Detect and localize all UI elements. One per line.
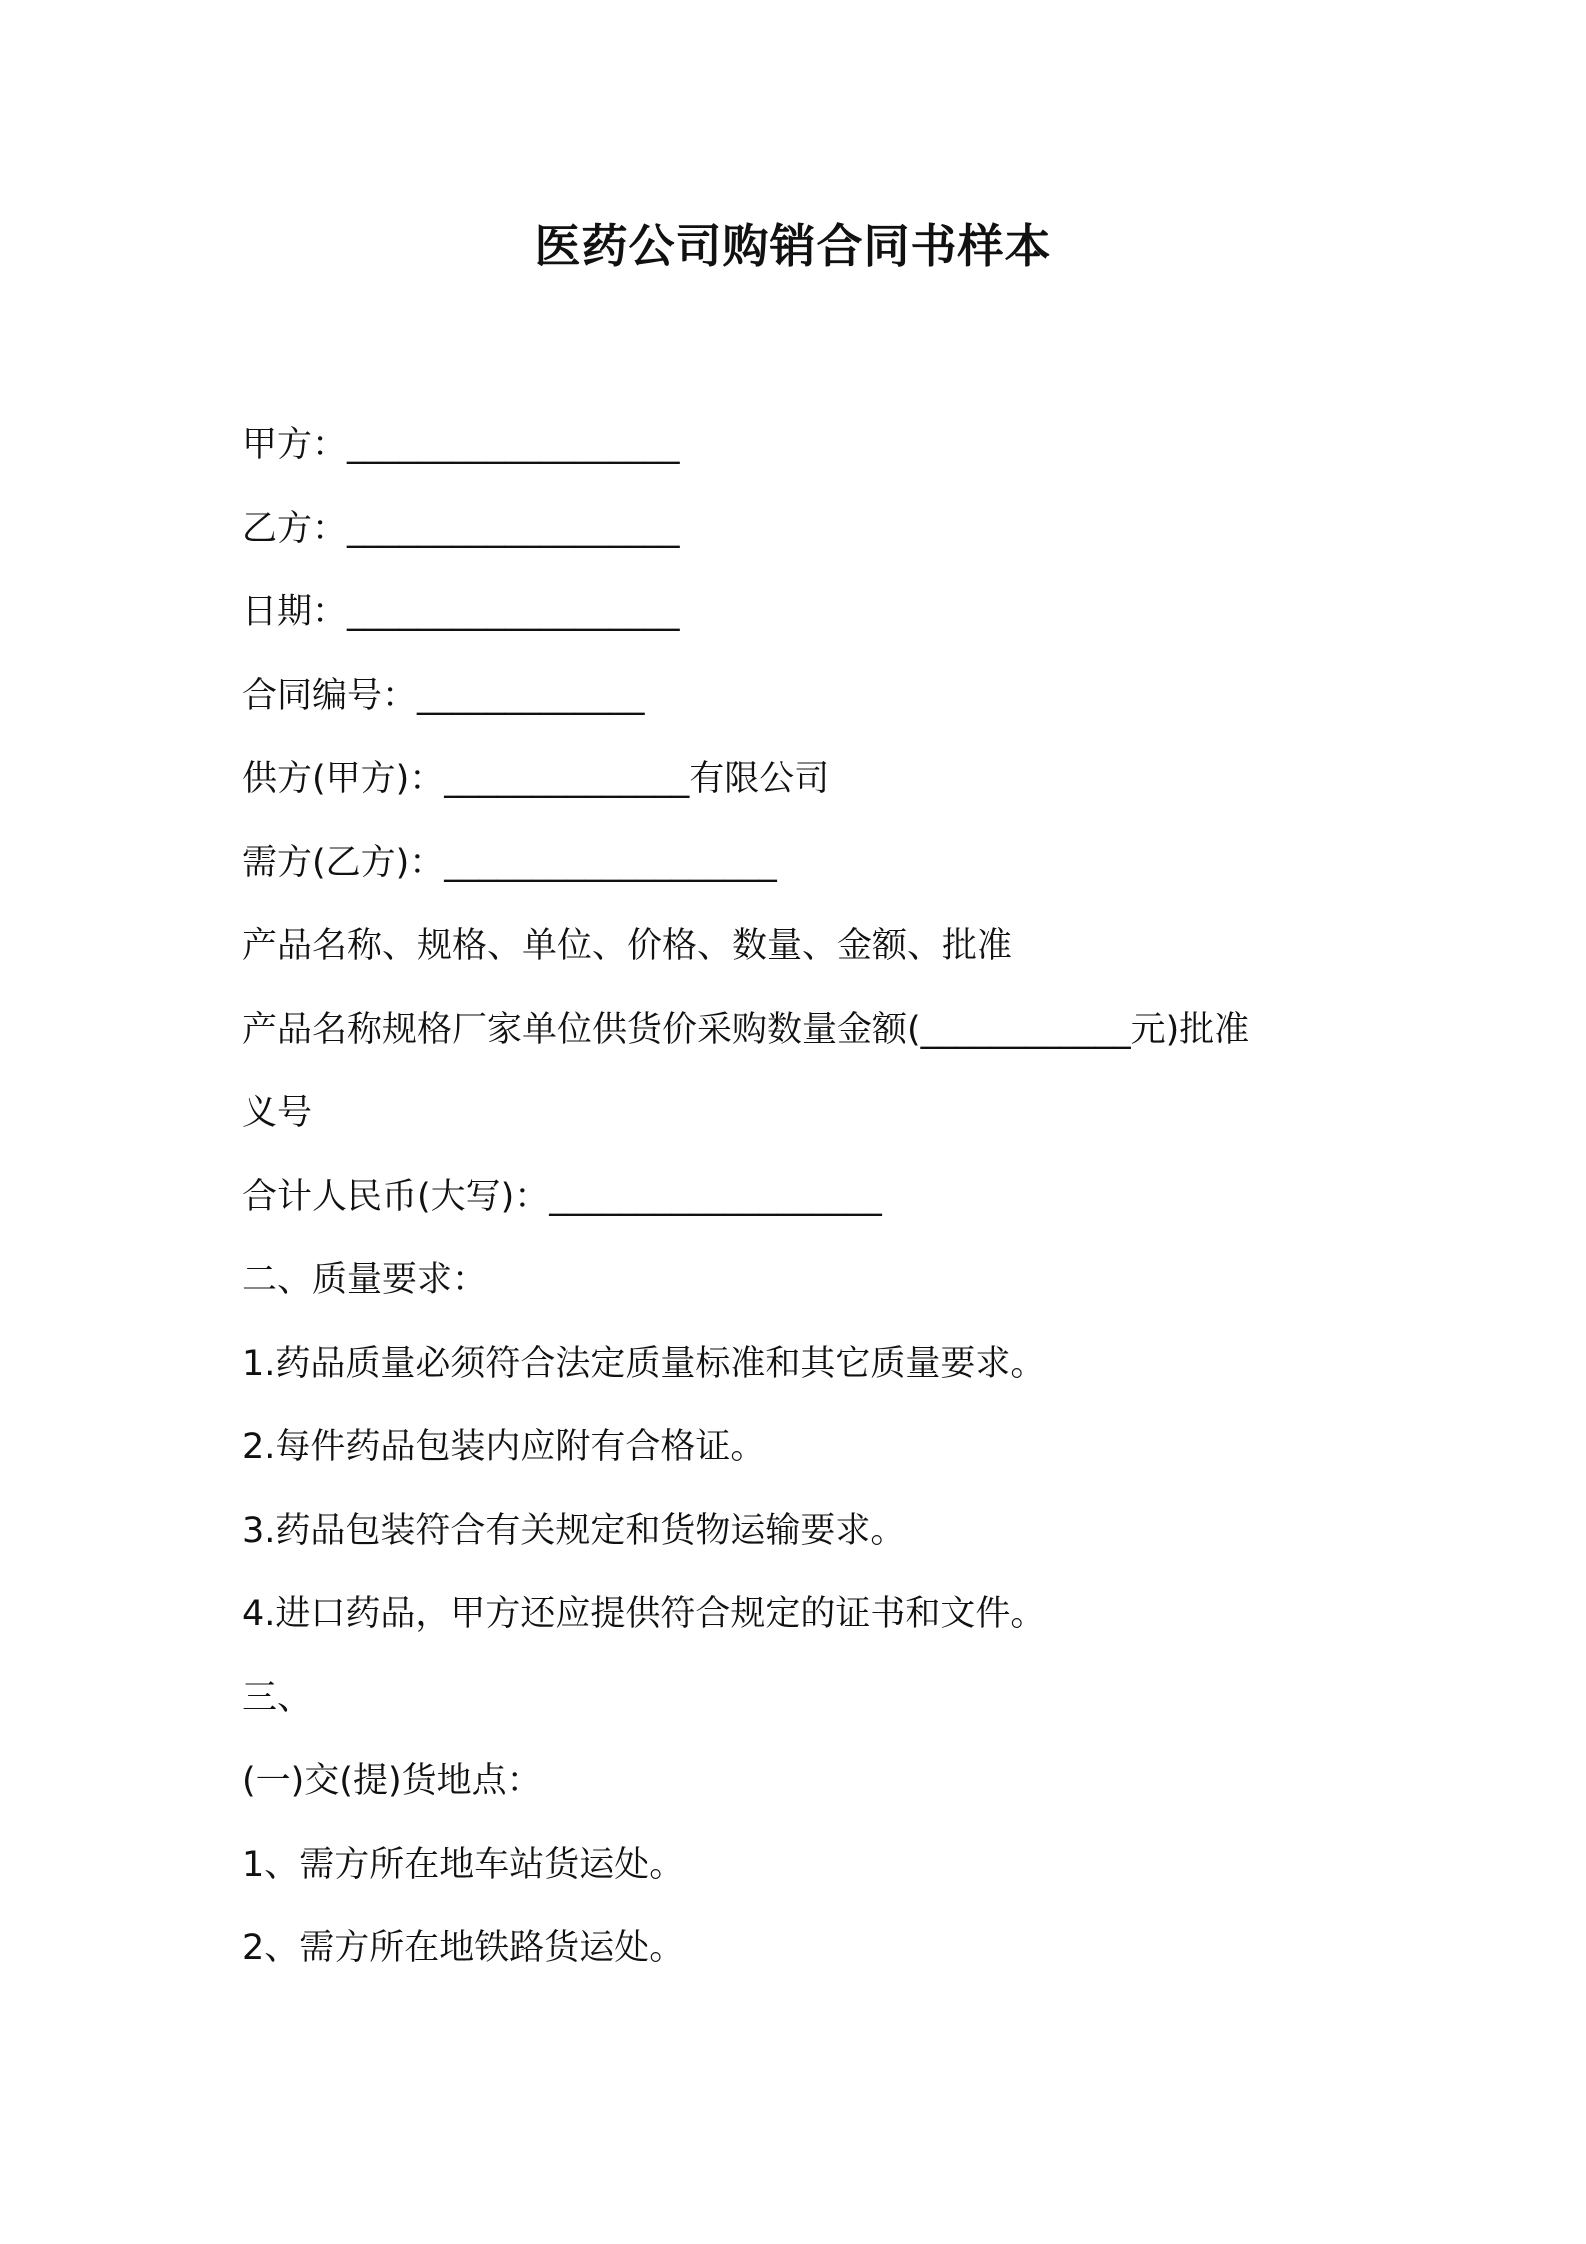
contract-number-line: 合同编号：_____________ <box>242 675 645 716</box>
date-line: 日期：___________________ <box>242 592 680 632</box>
product-table-header-continued: 义号 <box>242 1093 313 1133</box>
quality-item-3: 3.药品包装符合有关规定和货物运输要求。 <box>242 1510 906 1551</box>
delivery-location-item-1: 1、需方所在地车站货运处。 <box>242 1844 685 1885</box>
document-body <box>242 404 1402 1991</box>
quality-item-4: 4.进口药品，甲方还应提供符合规定的证书和文件。 <box>242 1594 1046 1634</box>
section-quality-heading: 二、质量要求： <box>242 1260 488 1300</box>
section-three-heading: 三、 <box>242 1677 313 1718</box>
document-title: 医药公司购销合同书样本 <box>534 219 1052 273</box>
supplier-line: 供方(甲方)：______________有限公司 <box>242 759 830 799</box>
product-fields-line: 产品名称、规格、单位、价格、数量、金额、批准 <box>242 926 1013 966</box>
buyer-line: 需方(乙方)：___________________ <box>242 842 777 883</box>
delivery-location-heading: (一)交(提)货地点： <box>242 1761 542 1801</box>
product-table-header-line: 产品名称规格厂家单位供货价采购数量金额(____________元)批准 <box>242 1009 1250 1050</box>
party-b-line: 乙方：___________________ <box>242 508 680 549</box>
delivery-location-item-2: 2、需方所在地铁路货运处。 <box>242 1928 685 1968</box>
quality-item-1: 1.药品质量必须符合法定质量标准和其它质量要求。 <box>242 1343 1046 1384</box>
quality-item-2: 2.每件药品包装内应附有合格证。 <box>242 1427 766 1467</box>
total-amount-line: 合计人民币(大写)：___________________ <box>242 1176 882 1217</box>
party-a-line: 甲方：___________________ <box>242 425 680 465</box>
